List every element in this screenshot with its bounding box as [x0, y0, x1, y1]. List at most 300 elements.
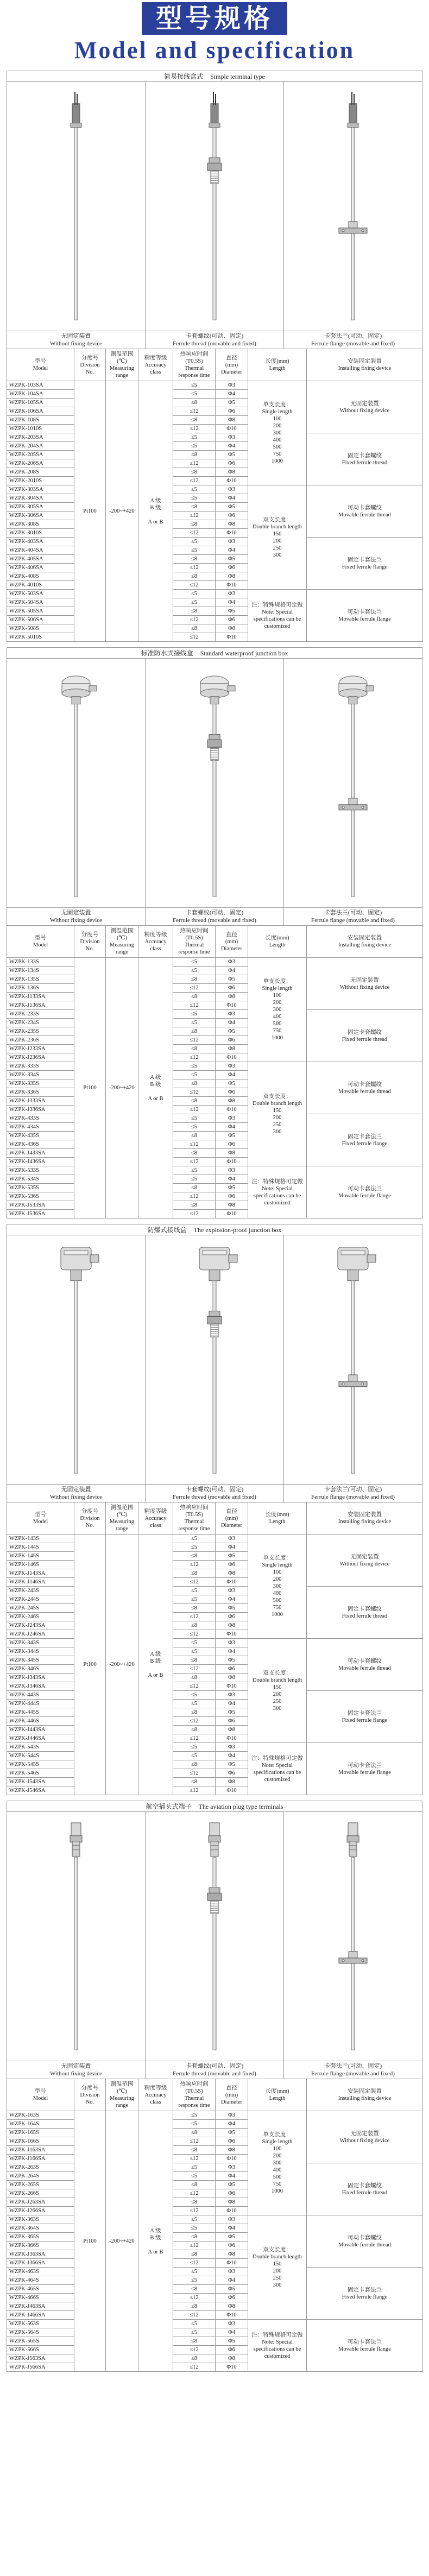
response-cell: ≤5	[173, 590, 216, 598]
double-length-cell: 双支长度： Double branch length 150 200 250 300	[248, 1062, 307, 1166]
diameter-cell: Φ6	[216, 1769, 248, 1778]
diameter-cell: Φ6	[216, 1140, 248, 1149]
response-cell: ≤12	[173, 2311, 216, 2320]
illustration-caption: 卡套螺纹(可动、固定) Ferrule thread (movable and fixed)	[146, 331, 284, 349]
caption-row	[7, 1485, 422, 1502]
model-cell: WZPK-443S	[7, 1691, 74, 1700]
model-cell: WZPK-433S	[7, 1114, 74, 1123]
table-row	[7, 590, 423, 598]
model-cell: WZPK-236S	[7, 1036, 74, 1045]
model-cell: WZPK-105SA	[7, 399, 74, 407]
spec-section	[7, 71, 422, 642]
model-cell: WZPK-563S	[7, 2320, 74, 2328]
response-cell: ≤12	[173, 2155, 216, 2163]
model-cell: WZPK-165S	[7, 2129, 74, 2137]
diameter-cell: Φ3	[216, 538, 248, 546]
diameter-cell: Φ4	[216, 1019, 248, 1027]
sensor-illustration	[7, 1235, 146, 1484]
division-cell: Pt100	[74, 2111, 106, 2372]
col-range: 测温范围 (℃) Measuring range	[106, 2079, 138, 2111]
diameter-cell: Φ8	[216, 468, 248, 477]
diameter-cell: Φ5	[216, 399, 248, 407]
diameter-cell: Φ3	[216, 2215, 248, 2224]
response-cell: ≤5	[173, 433, 216, 442]
illustration-caption: 卡套法兰(可动、固定) Ferrule flange (movable and fixed)	[311, 333, 395, 347]
diameter-cell: Φ10	[216, 529, 248, 538]
model-cell: WZPK-J236SA	[7, 1053, 74, 1062]
diameter-cell: Φ8	[216, 2198, 248, 2207]
col-length: 长度(mm) Length	[248, 1502, 307, 1535]
install-cell: 固定卡套法兰 Fixed ferrule flange	[307, 1114, 423, 1166]
model-cell: WZPK-334S	[7, 1071, 74, 1079]
model-cell: WZPK-203SA	[7, 433, 74, 442]
col-division: 分度号 Division No.	[74, 349, 106, 381]
diameter-cell: Φ8	[216, 2354, 248, 2363]
model-cell: WZPK-J346SA	[7, 1682, 74, 1691]
diameter-cell: Φ4	[216, 598, 248, 607]
table-row	[7, 2111, 423, 2120]
table-row	[7, 1114, 423, 1123]
section-illustrations	[7, 1811, 422, 2061]
sensor-illustration	[284, 82, 422, 331]
model-cell: WZPK-146S	[7, 1561, 74, 1569]
section-title-cn: 标准防水式接线盒	[141, 649, 193, 657]
response-cell: ≤5	[173, 1010, 216, 1019]
response-cell: ≤12	[173, 2189, 216, 2198]
model-cell: WZPK-346S	[7, 1665, 74, 1674]
diameter-cell: Φ5	[216, 451, 248, 459]
model-cell: WZPK-163S	[7, 2111, 74, 2120]
install-cell: 可动卡套法兰 Movable ferrule flange	[307, 2320, 423, 2372]
model-cell: WZPK-408S	[7, 572, 74, 581]
response-cell: ≤12	[173, 459, 216, 468]
sections-container	[7, 71, 422, 2372]
model-cell: WZPK-266S	[7, 2189, 74, 2198]
col-response: 热响应时间 (T0.5S) Thermal response time	[173, 2079, 216, 2111]
response-cell: ≤5	[173, 381, 216, 390]
install-cell: 可动卡套螺纹 Movable ferrule thread	[307, 1639, 423, 1691]
diameter-cell: Φ4	[216, 546, 248, 555]
response-cell: ≤8	[173, 1079, 216, 1088]
col-diameter: 直径 (mm) Diameter	[216, 1502, 248, 1535]
response-cell: ≤8	[173, 572, 216, 581]
section-illustrations	[7, 658, 422, 908]
sensor-illustration	[7, 82, 146, 331]
response-cell: ≤5	[173, 2320, 216, 2328]
response-cell: ≤5	[173, 598, 216, 607]
diameter-cell: Φ8	[216, 993, 248, 1001]
response-cell: ≤5	[173, 2111, 216, 2120]
range-cell: -200~+420	[106, 958, 138, 1218]
diameter-cell: Φ3	[216, 1535, 248, 1543]
response-cell: ≤5	[173, 967, 216, 975]
model-cell: WZPK-344S	[7, 1647, 74, 1656]
diameter-cell: Φ8	[216, 572, 248, 581]
response-cell: ≤8	[173, 1656, 216, 1665]
response-cell: ≤5	[173, 2276, 216, 2285]
model-cell: WZPK-233S	[7, 1010, 74, 1019]
model-cell: WZPK-243S	[7, 1587, 74, 1595]
response-cell: ≤5	[173, 1071, 216, 1079]
section-title	[7, 71, 422, 81]
col-length: 长度(mm) Length	[248, 926, 307, 958]
section-illustrations	[7, 81, 422, 331]
response-cell: ≤12	[173, 1561, 216, 1569]
model-cell: WZPK-J146SA	[7, 1578, 74, 1587]
diameter-cell: Φ4	[216, 1175, 248, 1184]
response-cell: ≤12	[173, 1734, 216, 1743]
model-cell: WZPK-545S	[7, 1760, 74, 1769]
diameter-cell: Φ5	[216, 1760, 248, 1769]
install-cell: 固定卡套法兰 Fixed ferrule flange	[307, 2268, 423, 2320]
model-cell: WZPK-345S	[7, 1656, 74, 1665]
sensor-illustration	[146, 82, 284, 331]
diameter-cell: Φ5	[216, 1708, 248, 1717]
model-cell: WZPK-J333SA	[7, 1097, 74, 1106]
single-length-cell: 单支长度： Single length 100 200 300 400 500 750 1000	[248, 381, 307, 485]
diameter-cell: Φ5	[216, 1132, 248, 1140]
model-cell: WZPK-263S	[7, 2163, 74, 2172]
model-cell: WZPK-J463SA	[7, 2302, 74, 2311]
response-cell: ≤12	[173, 1158, 216, 1166]
col-install: 安装固定装置 Installing fixing device	[307, 349, 423, 381]
response-cell: ≤8	[173, 1569, 216, 1578]
diameter-cell: Φ8	[216, 624, 248, 633]
double-length-cell: 双支长度： Double branch length 150 200 250 300	[248, 1639, 307, 1743]
response-cell: ≤12	[173, 2207, 216, 2215]
response-cell: ≤12	[173, 1088, 216, 1097]
illustration-caption: 无固定装置 Without fixing device	[7, 331, 146, 349]
response-cell: ≤5	[173, 1543, 216, 1552]
table-header-row	[7, 2079, 423, 2111]
diameter-cell: Φ5	[216, 1656, 248, 1665]
diameter-cell: Φ3	[216, 433, 248, 442]
response-cell: ≤5	[173, 1535, 216, 1543]
response-cell: ≤12	[173, 984, 216, 993]
response-cell: ≤12	[173, 1717, 216, 1726]
model-cell: WZPK-543S	[7, 1743, 74, 1752]
model-cell: WZPK-503SA	[7, 590, 74, 598]
diameter-cell: Φ10	[216, 2311, 248, 2320]
diameter-cell: Φ4	[216, 442, 248, 451]
response-cell: ≤12	[173, 1192, 216, 1201]
response-cell: ≤8	[173, 451, 216, 459]
response-cell: ≤5	[173, 2224, 216, 2233]
col-install: 安装固定装置 Installing fixing device	[307, 926, 423, 958]
model-cell: WZPK-306SA	[7, 512, 74, 520]
model-cell: WZPK-445S	[7, 1708, 74, 1717]
diameter-cell: Φ10	[216, 2363, 248, 2372]
model-cell: WZPK-403SA	[7, 538, 74, 546]
diameter-cell: Φ6	[216, 1613, 248, 1621]
sensor-illustration	[284, 1812, 422, 2061]
model-cell: WZPK-265S	[7, 2181, 74, 2189]
table-row	[7, 381, 423, 390]
diameter-cell: Φ4	[216, 2276, 248, 2285]
model-cell: WZPK-J543SA	[7, 1778, 74, 1786]
division-cell: Pt100	[74, 381, 106, 642]
response-cell: ≤12	[173, 2346, 216, 2354]
division-cell: Pt100	[74, 1535, 106, 1795]
diameter-cell: Φ5	[216, 2181, 248, 2189]
model-cell: WZPK-104SA	[7, 390, 74, 399]
response-cell: ≤8	[173, 2302, 216, 2311]
model-cell: WZPK-J363SA	[7, 2250, 74, 2259]
response-cell: ≤5	[173, 390, 216, 399]
model-cell: WZPK-505SA	[7, 607, 74, 616]
diameter-cell: Φ4	[216, 1123, 248, 1132]
col-response: 热响应时间 (T0.5S) Thermal response time	[173, 926, 216, 958]
double-length-cell: 双支长度： Double branch length 150 200 250 300	[248, 2215, 307, 2320]
response-cell: ≤12	[173, 477, 216, 485]
model-cell: WZPK-466S	[7, 2294, 74, 2302]
response-cell: ≤8	[173, 1760, 216, 1769]
diameter-cell: Φ3	[216, 381, 248, 390]
diameter-cell: Φ4	[216, 1647, 248, 1656]
response-cell: ≤5	[173, 2268, 216, 2276]
col-division: 分度号 Division No.	[74, 2079, 106, 2111]
model-cell: WZPK-566S	[7, 2346, 74, 2354]
diameter-cell: Φ6	[216, 2346, 248, 2354]
model-cell: WZPK-206SA	[7, 459, 74, 468]
single-length-cell: 单支长度： Single length 100 200 300 400 500 750 1000	[248, 958, 307, 1062]
section-title	[7, 647, 422, 658]
diameter-cell: Φ10	[216, 633, 248, 642]
model-cell: WZPK-1010S	[7, 425, 74, 433]
response-cell: ≤12	[173, 1036, 216, 1045]
diameter-cell: Φ8	[216, 2302, 248, 2311]
model-cell: WZPK-444S	[7, 1700, 74, 1708]
response-cell: ≤12	[173, 1140, 216, 1149]
model-cell: WZPK-333S	[7, 1062, 74, 1071]
install-cell: 固定卡套螺纹 Fixed ferrule thread	[307, 1587, 423, 1639]
diameter-cell: Φ4	[216, 1752, 248, 1760]
diameter-cell: Φ8	[216, 2250, 248, 2259]
col-model: 型号 Model	[7, 1502, 74, 1535]
diameter-cell: Φ10	[216, 477, 248, 485]
diameter-cell: Φ10	[216, 2155, 248, 2163]
response-cell: ≤5	[173, 1114, 216, 1123]
diameter-cell: Φ3	[216, 1062, 248, 1071]
diameter-cell: Φ6	[216, 1561, 248, 1569]
response-cell: ≤12	[173, 1210, 216, 1218]
diameter-cell: Φ5	[216, 2337, 248, 2346]
response-cell: ≤8	[173, 1552, 216, 1561]
model-cell: WZPK-264S	[7, 2172, 74, 2181]
response-cell: ≤5	[173, 546, 216, 555]
install-cell: 可动卡套法兰 Movable ferrule flange	[307, 590, 423, 642]
col-division: 分度号 Division No.	[74, 1502, 106, 1535]
diameter-cell: Φ6	[216, 984, 248, 993]
model-cell: WZPK-103SA	[7, 381, 74, 390]
diameter-cell: Φ3	[216, 590, 248, 598]
sensor-illustration	[146, 659, 284, 907]
diameter-cell: Φ6	[216, 616, 248, 624]
model-cell: WZPK-J163SA	[7, 2146, 74, 2155]
model-cell: WZPK-2010S	[7, 477, 74, 485]
diameter-cell: Φ6	[216, 512, 248, 520]
single-length-cell: 单支长度： Single length 100 200 300 400 500 750 1000	[248, 2111, 307, 2215]
single-length-cell: 单支长度： Single length 100 200 300 400 500 750 1000	[248, 1535, 307, 1639]
sensor-illustration	[146, 1812, 284, 2061]
col-response: 热响应时间 (T0.5S) Thermal response time	[173, 1502, 216, 1535]
diameter-cell: Φ10	[216, 1786, 248, 1795]
section-title	[7, 1224, 422, 1235]
model-cell: WZPK-J136SA	[7, 1001, 74, 1010]
diameter-cell: Φ5	[216, 1552, 248, 1561]
model-cell: WZPK-508S	[7, 624, 74, 633]
response-cell: ≤8	[173, 2354, 216, 2363]
model-cell: WZPK-J133SA	[7, 993, 74, 1001]
spec-table	[7, 349, 423, 642]
response-cell: ≤12	[173, 1578, 216, 1587]
model-cell: WZPK-536S	[7, 1192, 74, 1201]
response-cell: ≤8	[173, 520, 216, 529]
response-cell: ≤8	[173, 624, 216, 633]
model-cell: WZPK-J246SA	[7, 1630, 74, 1639]
diameter-cell: Φ6	[216, 459, 248, 468]
model-cell: WZPK-308S	[7, 520, 74, 529]
model-cell: WZPK-404SA	[7, 546, 74, 555]
model-cell: WZPK-J243SA	[7, 1621, 74, 1630]
model-cell: WZPK-J466SA	[7, 2311, 74, 2320]
model-cell: WZPK-4010S	[7, 581, 74, 590]
table-row	[7, 2320, 423, 2328]
diameter-cell: Φ6	[216, 2242, 248, 2250]
diameter-cell: Φ10	[216, 1630, 248, 1639]
model-cell: WZPK-208S	[7, 468, 74, 477]
model-cell: WZPK-436S	[7, 1140, 74, 1149]
diameter-cell: Φ5	[216, 2129, 248, 2137]
col-accuracy: 精度等级 Accuracy class	[138, 926, 173, 958]
model-cell: WZPK-144S	[7, 1543, 74, 1552]
diameter-cell: Φ5	[216, 1027, 248, 1036]
model-cell: WZPK-363S	[7, 2215, 74, 2224]
table-row	[7, 1743, 423, 1752]
section-illustrations	[7, 1235, 422, 1485]
diameter-cell: Φ5	[216, 1604, 248, 1613]
table-header-row	[7, 349, 423, 381]
diameter-cell: Φ8	[216, 1149, 248, 1158]
illustration-caption: 卡套法兰(可动、固定) Ferrule flange (movable and fixed)	[311, 910, 395, 924]
diameter-cell: Φ4	[216, 2224, 248, 2233]
section-title-cn: 防爆式接线盒	[147, 1226, 187, 1234]
model-cell: WZPK-166S	[7, 2137, 74, 2146]
response-cell: ≤5	[173, 442, 216, 451]
diameter-cell: Φ6	[216, 2294, 248, 2302]
model-cell: WZPK-J266SA	[7, 2207, 74, 2215]
model-cell: WZPK-336S	[7, 1088, 74, 1097]
response-cell: ≤5	[173, 538, 216, 546]
title-en: Model and specification	[74, 37, 355, 64]
diameter-cell: Φ10	[216, 1578, 248, 1587]
response-cell: ≤12	[173, 425, 216, 433]
response-cell: ≤8	[173, 503, 216, 512]
table-row	[7, 1010, 423, 1019]
diameter-cell: Φ10	[216, 1001, 248, 1010]
response-cell: ≤8	[173, 1726, 216, 1734]
model-cell: WZPK-245S	[7, 1604, 74, 1613]
response-cell: ≤8	[173, 2129, 216, 2137]
model-cell: WZPK-366S	[7, 2242, 74, 2250]
diameter-cell: Φ10	[216, 1682, 248, 1691]
diameter-cell: Φ10	[216, 1158, 248, 1166]
response-cell: ≤5	[173, 1700, 216, 1708]
diameter-cell: Φ4	[216, 2328, 248, 2337]
illustration-caption: 卡套法兰(可动、固定) Ferrule flange (movable and fixed)	[311, 1486, 395, 1500]
model-cell: WZPK-405SA	[7, 555, 74, 564]
table-row	[7, 485, 423, 494]
col-division: 分度号 Division No.	[74, 926, 106, 958]
model-cell: WZPK-565S	[7, 2337, 74, 2346]
response-cell: ≤8	[173, 1674, 216, 1682]
diameter-cell: Φ3	[216, 2268, 248, 2276]
model-cell: WZPK-3010S	[7, 529, 74, 538]
response-cell: ≤5	[173, 1639, 216, 1647]
diameter-cell: Φ10	[216, 1734, 248, 1743]
col-model: 型号 Model	[7, 2079, 74, 2111]
col-install: 安装固定装置 Installing fixing device	[307, 2079, 423, 2111]
table-row	[7, 958, 423, 967]
response-cell: ≤5	[173, 1019, 216, 1027]
spec-table	[7, 925, 423, 1218]
response-cell: ≤12	[173, 1665, 216, 1674]
col-diameter: 直径 (mm) Diameter	[216, 349, 248, 381]
diameter-cell: Φ6	[216, 1717, 248, 1726]
diameter-cell: Φ8	[216, 1201, 248, 1210]
diameter-cell: Φ5	[216, 607, 248, 616]
install-cell: 可动卡套螺纹 Movable ferrule thread	[307, 2215, 423, 2268]
model-cell: WZPK-234S	[7, 1019, 74, 1027]
response-cell: ≤8	[173, 975, 216, 984]
response-cell: ≤5	[173, 485, 216, 494]
illustration-caption: 卡套螺纹(可动、固定) Ferrule thread (movable and fixed)	[146, 908, 284, 925]
range-cell: -200~+420	[106, 381, 138, 642]
response-cell: ≤5	[173, 958, 216, 967]
illustration-caption: 卡套法兰(可动、固定) Ferrule flange (movable and fixed)	[311, 2063, 395, 2077]
diameter-cell: Φ5	[216, 555, 248, 564]
diameter-cell: Φ4	[216, 1700, 248, 1708]
response-cell: ≤5	[173, 2328, 216, 2337]
response-cell: ≤8	[173, 2233, 216, 2242]
section-title-cn: 航空插头式端子	[146, 1803, 192, 1810]
diameter-cell: Φ4	[216, 967, 248, 975]
diameter-cell: Φ4	[216, 390, 248, 399]
response-cell: ≤5	[173, 1166, 216, 1175]
response-cell: ≤8	[173, 1027, 216, 1036]
table-row	[7, 1691, 423, 1700]
response-cell: ≤12	[173, 529, 216, 538]
title-cn: 型号规格	[142, 2, 287, 35]
table-header-row	[7, 926, 423, 958]
model-cell: WZPK-335S	[7, 1079, 74, 1088]
response-cell: ≤12	[173, 581, 216, 590]
diameter-cell: Φ6	[216, 564, 248, 572]
table-row	[7, 1166, 423, 1175]
special-note-cell: 注：特殊规格可定做 Note: Special specifications can be customized	[248, 1166, 307, 1218]
response-cell: ≤12	[173, 564, 216, 572]
diameter-cell: Φ3	[216, 2163, 248, 2172]
diameter-cell: Φ8	[216, 1045, 248, 1053]
response-cell: ≤8	[173, 1201, 216, 1210]
install-cell: 无固定装置 Without fixing device	[307, 958, 423, 1010]
col-accuracy: 精度等级 Accuracy class	[138, 1502, 173, 1535]
model-cell: WZPK-J433SA	[7, 1149, 74, 1158]
diameter-cell: Φ3	[216, 1587, 248, 1595]
response-cell: ≤8	[173, 2198, 216, 2207]
response-cell: ≤5	[173, 1123, 216, 1132]
response-cell: ≤12	[173, 512, 216, 520]
